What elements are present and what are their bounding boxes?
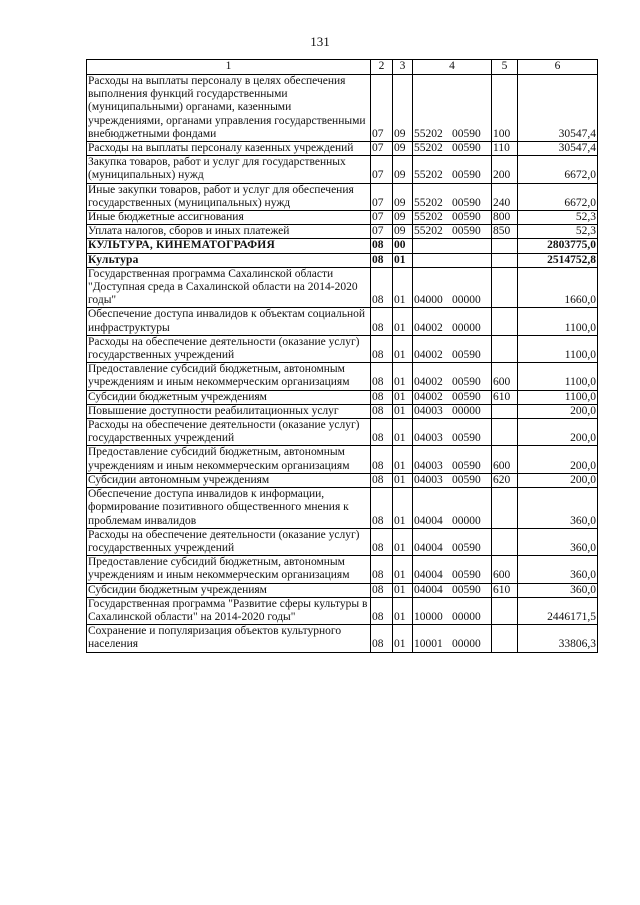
row-subsection-code: 09 [393, 75, 413, 142]
row-subsection-code: 09 [393, 183, 413, 210]
target-article-program-part: 04003 [414, 404, 443, 417]
row-expense-type-code [492, 419, 518, 446]
target-article-direction-part: 00590 [452, 459, 481, 472]
row-subsection-code: 01 [393, 625, 413, 652]
row-section-code: 08 [371, 419, 393, 446]
row-target-article-code [413, 446, 492, 473]
row-description: Культура [87, 253, 371, 267]
target-article-program-part: 04002 [414, 376, 443, 389]
row-section-code: 08 [371, 583, 393, 597]
target-article-direction-part: 00590 [452, 432, 481, 445]
row-amount: 360,0 [518, 488, 598, 529]
row-target-article-code [413, 363, 492, 390]
row-expense-type-code [492, 239, 518, 253]
row-description: Расходы на обеспечение деятельности (оказание услуг) государственных учреждений [87, 419, 371, 446]
row-expense-type-code [492, 625, 518, 652]
row-amount: 200,0 [518, 404, 598, 418]
row-description: Повышение доступности реабилитационных услуг [87, 404, 371, 418]
row-section-code: 08 [371, 267, 393, 308]
row-section-code: 08 [371, 528, 393, 555]
row-subsection-code: 01 [393, 488, 413, 529]
row-expense-type-code [492, 253, 518, 267]
target-article-direction-part: 00000 [452, 514, 481, 527]
header-col-4: 4 [413, 60, 492, 75]
table-row [87, 253, 598, 267]
header-col-2: 2 [371, 60, 393, 75]
row-subsection-code: 01 [393, 446, 413, 473]
row-subsection-code: 01 [393, 597, 413, 624]
row-target-article-code [413, 211, 492, 225]
row-expense-type-code: 600 [492, 446, 518, 473]
table-row [87, 156, 598, 183]
target-article-program-part: 04004 [414, 514, 443, 527]
row-expense-type-code [492, 404, 518, 418]
table-row [87, 267, 598, 308]
target-article-program-part: 55202 [414, 169, 443, 182]
budget-table [86, 59, 598, 653]
row-section-code: 08 [371, 335, 393, 362]
row-target-article-code [413, 225, 492, 239]
target-article-direction-part: 00000 [452, 321, 481, 334]
row-description: Государственная программа Сахалинской области "Доступная среда в Сахалинской области на 2014-2020 годы" [87, 267, 371, 308]
row-description: Предоставление субсидий бюджетным, автономным учреждениям и иным некоммерческим организациям [87, 446, 371, 473]
row-target-article-code [413, 335, 492, 362]
table-header [87, 60, 598, 75]
row-section-code: 08 [371, 404, 393, 418]
row-subsection-code: 01 [393, 363, 413, 390]
row-expense-type-code: 100 [492, 75, 518, 142]
table-row [87, 473, 598, 487]
target-article-program-part: 10000 [414, 610, 443, 623]
table-row [87, 583, 598, 597]
target-article-direction-part: 00590 [452, 196, 481, 209]
row-subsection-code: 01 [393, 253, 413, 267]
row-subsection-code: 09 [393, 211, 413, 225]
row-subsection-code: 09 [393, 142, 413, 156]
row-section-code: 07 [371, 183, 393, 210]
target-article-program-part: 04002 [414, 390, 443, 403]
row-section-code: 08 [371, 473, 393, 487]
row-subsection-code: 01 [393, 335, 413, 362]
row-description: Субсидии автономным учреждениям [87, 473, 371, 487]
row-expense-type-code: 110 [492, 142, 518, 156]
target-article-program-part: 04003 [414, 432, 443, 445]
row-expense-type-code [492, 267, 518, 308]
table-row [87, 419, 598, 446]
target-article-direction-part: 00000 [452, 404, 481, 417]
row-subsection-code: 01 [393, 419, 413, 446]
row-section-code: 08 [371, 625, 393, 652]
target-article-program-part: 10001 [414, 638, 443, 651]
target-article-direction-part: 00590 [452, 390, 481, 403]
row-expense-type-code: 200 [492, 156, 518, 183]
page-number: 131 [310, 34, 330, 49]
table-row [87, 390, 598, 404]
row-amount: 360,0 [518, 583, 598, 597]
row-target-article-code [413, 583, 492, 597]
row-section-code: 07 [371, 211, 393, 225]
target-article-program-part: 55202 [414, 225, 443, 238]
row-section-code: 08 [371, 556, 393, 583]
row-section-code: 08 [371, 390, 393, 404]
row-description: Предоставление субсидий бюджетным, автономным учреждениям и иным некоммерческим организациям [87, 363, 371, 390]
target-article-program-part: 04000 [414, 294, 443, 307]
row-subsection-code: 01 [393, 390, 413, 404]
row-expense-type-code: 610 [492, 390, 518, 404]
row-description: Обеспечение доступа инвалидов к информации, формирование позитивного общественного мнения к проблемам инвалидов [87, 488, 371, 529]
row-expense-type-code: 610 [492, 583, 518, 597]
row-amount: 200,0 [518, 446, 598, 473]
row-target-article-code [413, 390, 492, 404]
row-subsection-code: 01 [393, 528, 413, 555]
header-col-1: 1 [87, 60, 371, 75]
row-description: Расходы на выплаты персоналу казенных учреждений [87, 142, 371, 156]
table-row [87, 142, 598, 156]
row-amount: 1100,0 [518, 363, 598, 390]
row-amount: 200,0 [518, 419, 598, 446]
row-subsection-code: 09 [393, 225, 413, 239]
target-article-program-part: 04003 [414, 473, 443, 486]
target-article-direction-part: 00590 [452, 127, 481, 140]
row-target-article-code [413, 473, 492, 487]
row-description: Закупка товаров, работ и услуг для государственных (муниципальных) нужд [87, 156, 371, 183]
table-row [87, 225, 598, 239]
row-target-article-code [413, 404, 492, 418]
target-article-direction-part: 00000 [452, 294, 481, 307]
header-col-6: 6 [518, 60, 598, 75]
row-expense-type-code: 600 [492, 556, 518, 583]
row-description: Уплата налогов, сборов и иных платежей [87, 225, 371, 239]
row-subsection-code: 01 [393, 308, 413, 335]
row-target-article-code [413, 597, 492, 624]
table-row [87, 211, 598, 225]
row-amount: 200,0 [518, 473, 598, 487]
target-article-direction-part: 00590 [452, 376, 481, 389]
row-amount: 360,0 [518, 556, 598, 583]
row-amount: 52,3 [518, 225, 598, 239]
target-article-program-part: 55202 [414, 127, 443, 140]
row-section-code: 07 [371, 156, 393, 183]
target-article-program-part: 04002 [414, 349, 443, 362]
row-section-code: 07 [371, 225, 393, 239]
row-target-article-code [413, 253, 492, 267]
target-article-direction-part: 00590 [452, 225, 481, 238]
table-row [87, 335, 598, 362]
row-amount: 1100,0 [518, 308, 598, 335]
row-description: Субсидии бюджетным учреждениям [87, 583, 371, 597]
table-row [87, 308, 598, 335]
row-target-article-code [413, 142, 492, 156]
row-amount: 52,3 [518, 211, 598, 225]
row-description: Расходы на обеспечение деятельности (оказание услуг) государственных учреждений [87, 335, 371, 362]
target-article-program-part: 55202 [414, 211, 443, 224]
row-amount: 1100,0 [518, 335, 598, 362]
target-article-program-part: 55202 [414, 196, 443, 209]
row-section-code: 07 [371, 75, 393, 142]
target-article-program-part: 55202 [414, 142, 443, 155]
row-target-article-code [413, 183, 492, 210]
row-description: Иные закупки товаров, работ и услуг для обеспечения государственных (муниципальных) нужд [87, 183, 371, 210]
table-body [87, 75, 598, 653]
target-article-program-part: 04002 [414, 321, 443, 334]
row-target-article-code [413, 419, 492, 446]
header-row [87, 60, 598, 75]
row-target-article-code [413, 556, 492, 583]
row-amount: 2446171,5 [518, 597, 598, 624]
row-section-code: 08 [371, 308, 393, 335]
row-subsection-code: 01 [393, 473, 413, 487]
row-description: Сохранение и популяризация объектов культурного населения [87, 625, 371, 652]
table-row [87, 597, 598, 624]
row-section-code: 08 [371, 253, 393, 267]
table-row [87, 446, 598, 473]
row-description: Иные бюджетные ассигнования [87, 211, 371, 225]
table-row [87, 363, 598, 390]
row-description: Субсидии бюджетным учреждениям [87, 390, 371, 404]
row-description: КУЛЬТУРА, КИНЕМАТОГРАФИЯ [87, 239, 371, 253]
row-expense-type-code: 850 [492, 225, 518, 239]
target-article-direction-part: 00590 [452, 211, 481, 224]
target-article-direction-part: 00590 [452, 142, 481, 155]
row-subsection-code: 01 [393, 583, 413, 597]
row-target-article-code [413, 267, 492, 308]
target-article-direction-part: 00590 [452, 569, 481, 582]
row-subsection-code: 01 [393, 556, 413, 583]
row-expense-type-code [492, 335, 518, 362]
row-subsection-code: 01 [393, 267, 413, 308]
row-amount: 6672,0 [518, 156, 598, 183]
row-section-code: 08 [371, 597, 393, 624]
table-row [87, 528, 598, 555]
row-section-code: 07 [371, 142, 393, 156]
row-section-code: 08 [371, 446, 393, 473]
row-expense-type-code [492, 597, 518, 624]
row-expense-type-code: 600 [492, 363, 518, 390]
row-amount: 6672,0 [518, 183, 598, 210]
table-row [87, 239, 598, 253]
row-target-article-code [413, 239, 492, 253]
target-article-direction-part: 00000 [452, 610, 481, 623]
row-section-code: 08 [371, 488, 393, 529]
row-target-article-code [413, 308, 492, 335]
row-description: Расходы на обеспечение деятельности (оказание услуг) государственных учреждений [87, 528, 371, 555]
table-row [87, 75, 598, 142]
row-amount: 1100,0 [518, 390, 598, 404]
target-article-direction-part: 00590 [452, 541, 481, 554]
row-expense-type-code [492, 528, 518, 555]
row-expense-type-code: 620 [492, 473, 518, 487]
row-section-code: 08 [371, 239, 393, 253]
row-section-code: 08 [371, 363, 393, 390]
table-row [87, 556, 598, 583]
table-row [87, 404, 598, 418]
row-expense-type-code: 240 [492, 183, 518, 210]
row-target-article-code [413, 625, 492, 652]
row-subsection-code: 09 [393, 156, 413, 183]
target-article-direction-part: 00590 [452, 349, 481, 362]
row-amount: 30547,4 [518, 142, 598, 156]
row-amount: 360,0 [518, 528, 598, 555]
table-row [87, 625, 598, 652]
target-article-program-part: 04004 [414, 541, 443, 554]
row-subsection-code: 00 [393, 239, 413, 253]
row-description: Расходы на выплаты персоналу в целях обеспечения выполнения функций государственными (муниципальными) органами, казенными учреждениями, органами управления государственными внебюджетными фондами [87, 75, 371, 142]
row-description: Государственная программа "Развитие сферы культуры в Сахалинской области" на 2014-2020 годы" [87, 597, 371, 624]
target-article-direction-part: 00590 [452, 473, 481, 486]
row-target-article-code [413, 75, 492, 142]
row-expense-type-code [492, 308, 518, 335]
target-article-direction-part: 00000 [452, 638, 481, 651]
table-row [87, 183, 598, 210]
target-article-program-part: 04004 [414, 569, 443, 582]
row-expense-type-code: 800 [492, 211, 518, 225]
header-col-3: 3 [393, 60, 413, 75]
row-amount: 2803775,0 [518, 239, 598, 253]
row-subsection-code: 01 [393, 404, 413, 418]
target-article-program-part: 04004 [414, 583, 443, 596]
row-amount: 1660,0 [518, 267, 598, 308]
table-row [87, 488, 598, 529]
row-target-article-code [413, 156, 492, 183]
target-article-program-part: 04003 [414, 459, 443, 472]
target-article-direction-part: 00590 [452, 583, 481, 596]
row-amount: 30547,4 [518, 75, 598, 142]
row-expense-type-code [492, 488, 518, 529]
header-col-5: 5 [492, 60, 518, 75]
row-description: Обеспечение доступа инвалидов к объектам социальной инфраструктуры [87, 308, 371, 335]
row-target-article-code [413, 488, 492, 529]
row-amount: 2514752,8 [518, 253, 598, 267]
row-amount: 33806,3 [518, 625, 598, 652]
target-article-direction-part: 00590 [452, 169, 481, 182]
row-description: Предоставление субсидий бюджетным, автономным учреждениям и иным некоммерческим организациям [87, 556, 371, 583]
row-target-article-code [413, 528, 492, 555]
